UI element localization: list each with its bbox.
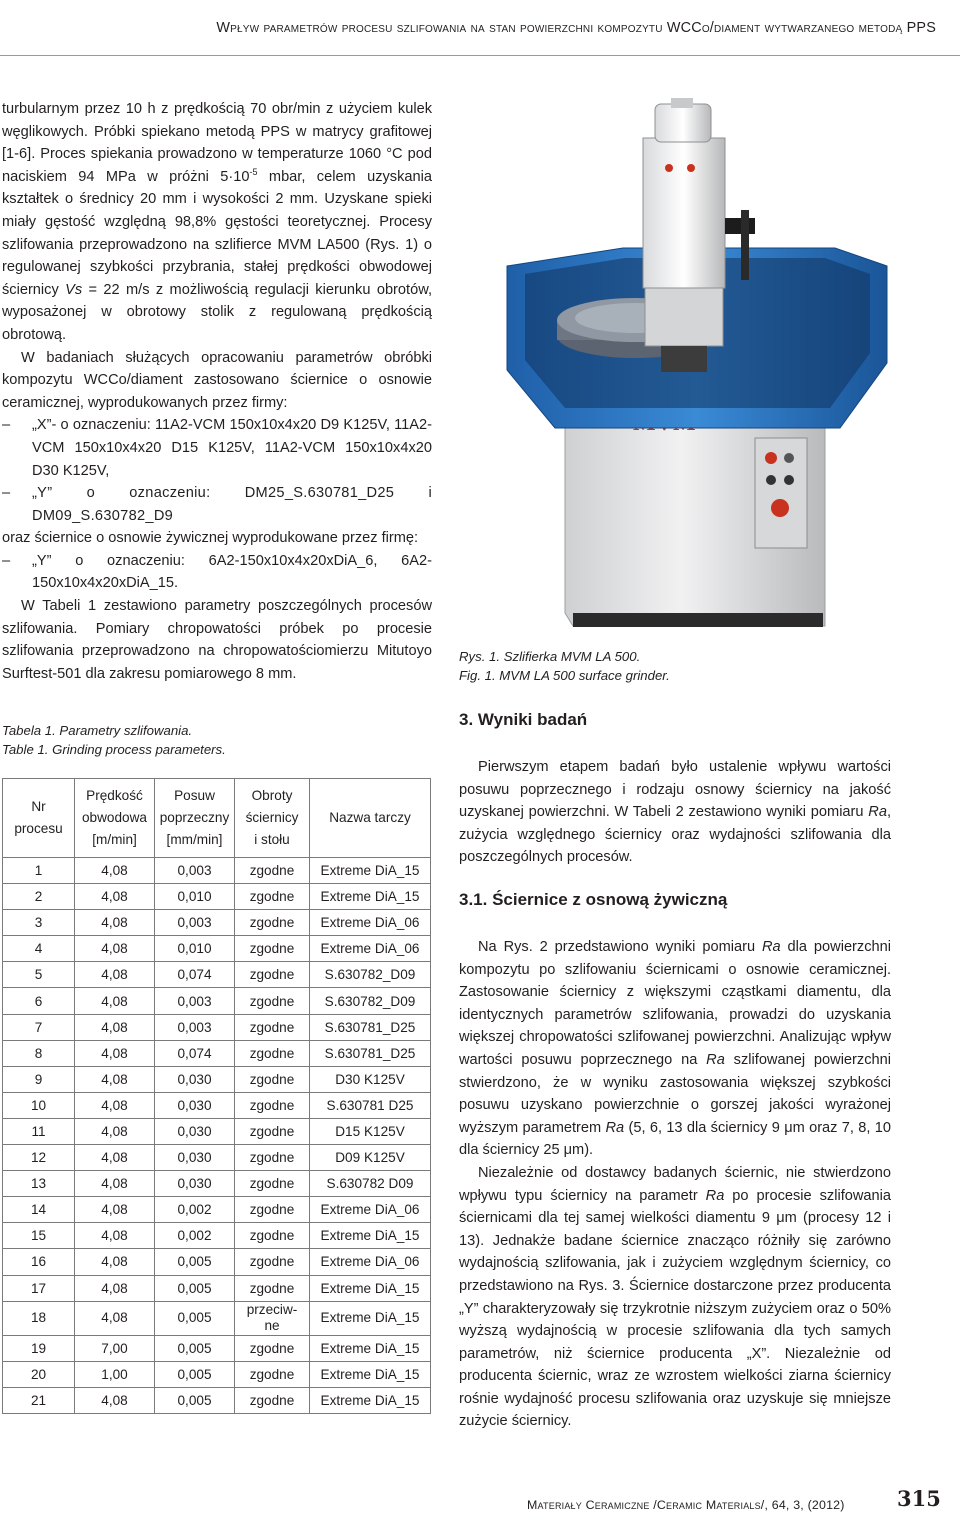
table-cell: zgodne xyxy=(235,1223,310,1249)
control-knob-icon xyxy=(765,452,777,464)
left-column xyxy=(2,98,432,685)
table-row xyxy=(3,1118,431,1144)
list-item-y-resin-text: „Y” o oznaczeniu: 6A2-150x10x4x20xDiA_6, 6A2-150x10x4x20xDiA_15. xyxy=(32,552,432,592)
dash-marker: – xyxy=(2,417,11,434)
table-row xyxy=(3,1301,431,1335)
table-cell: 13 xyxy=(3,1171,75,1197)
p1-text-c: = 22 m/s z możliwością regulacji kierunku obrotów, wyposażonej w obrotowy stolik z regulowaną prędkością obrotową. xyxy=(2,281,432,343)
table-cell: 21 xyxy=(3,1387,75,1413)
table-row xyxy=(3,1014,431,1040)
table-cell: 4,08 xyxy=(75,1171,155,1197)
table-row xyxy=(3,1040,431,1066)
emergency-stop-icon xyxy=(771,499,789,517)
table-cell: zgodne xyxy=(235,1145,310,1171)
paragraph-supplier-comparison xyxy=(459,1162,891,1433)
table-cell: 0,003 xyxy=(155,858,235,884)
table-cell: zgodne xyxy=(235,858,310,884)
grinder-photo xyxy=(495,98,895,640)
dash-marker: – xyxy=(2,485,11,502)
table-cell: 0,003 xyxy=(155,910,235,936)
table-cell: Extreme DiA_15 xyxy=(310,1387,431,1413)
ra-symbol: Ra xyxy=(761,939,781,955)
header-line: Posuw xyxy=(174,788,215,803)
header-line: [mm/min] xyxy=(166,832,223,847)
table-cell: 3 xyxy=(3,910,75,936)
table-row xyxy=(3,1335,431,1361)
table-cell: 14 xyxy=(3,1197,75,1223)
header-line: Nr xyxy=(31,799,46,814)
table-row xyxy=(3,910,431,936)
r1-text-a: Pierwszym etapem badań było ustalenie wpływu wartości posuwu poprzecznego i rodzaju osnowy ściernicy na jakość uzyskanej powierzchni. W Tabeli 2 zestawiono wyniki pomiaru xyxy=(459,759,891,821)
table-caption-en: Table 1. Grinding process parameters. xyxy=(2,741,226,757)
list-item-x xyxy=(2,414,432,482)
table-cell: 17 xyxy=(3,1275,75,1301)
table-cell: 9 xyxy=(3,1066,75,1092)
table-cell: 0,074 xyxy=(155,962,235,988)
header-line: i stołu xyxy=(254,832,290,847)
table-caption-pl: Tabela 1. Parametry szlifowania. xyxy=(2,723,193,738)
table-cell: 4,08 xyxy=(75,1066,155,1092)
parameters-table xyxy=(2,778,431,1414)
table-cell: Extreme DiA_06 xyxy=(310,910,431,936)
paragraph-results-intro xyxy=(459,756,891,869)
table-cell: zgodne xyxy=(235,1361,310,1387)
figure-caption-pl: Rys. 1. Szlifierka MVM LA 500. xyxy=(459,649,641,664)
table-cell: 2 xyxy=(3,884,75,910)
table-cell: 0,030 xyxy=(155,1171,235,1197)
p1-vs-symbol: Vs xyxy=(65,281,83,298)
table-cell: zgodne xyxy=(235,1040,310,1066)
table-cell: 1 xyxy=(3,858,75,884)
table-cell: 0,010 xyxy=(155,884,235,910)
ra-symbol: Ra xyxy=(605,1119,625,1136)
table-cell: S.630782 D09 xyxy=(310,1171,431,1197)
table-cell: zgodne xyxy=(235,1092,310,1118)
table-cell: Extreme DiA_06 xyxy=(310,1249,431,1275)
table-caption xyxy=(2,722,226,759)
r1-text-b: , zużycia względnego ściernicy oraz wydajności szlifowania dla poszczególnych procesów. xyxy=(459,804,891,866)
table-cell: 0,030 xyxy=(155,1118,235,1144)
table-cell: S.630781_D25 xyxy=(310,1040,431,1066)
paragraph-sintering xyxy=(2,98,432,347)
table-cell: 4,08 xyxy=(75,1275,155,1301)
table-cell: 0,002 xyxy=(155,1223,235,1249)
paragraph-wheels: W badaniach służących opracowaniu parametrów obróbki kompozytu WCCo/diament zastosowano ściernice o osnowie ceramicznej, wyprodukowanych przez firmy: xyxy=(2,349,432,411)
table-cell: 0,030 xyxy=(155,1145,235,1171)
journal-footer: Materiały Ceramiczne /Ceramic Materials/, 64, 3, (2012) xyxy=(527,1498,845,1512)
header-line: ściernicy xyxy=(245,810,299,825)
table-cell: 4,08 xyxy=(75,1040,155,1066)
table-cell: 0,030 xyxy=(155,1092,235,1118)
dash-marker: – xyxy=(2,552,11,569)
table-header-cell xyxy=(235,779,310,858)
ra-symbol: Ra xyxy=(868,804,887,821)
table-cell: 0,074 xyxy=(155,1040,235,1066)
table-cell: przeciw- ne xyxy=(235,1301,310,1335)
table-cell: S.630782_D09 xyxy=(310,962,431,988)
paragraph-resin: oraz ściernice o osnowie żywicznej wyprodukowane przez firmę: xyxy=(2,530,419,547)
table-row xyxy=(3,1171,431,1197)
table-body xyxy=(3,858,431,1414)
resin-wheels-section xyxy=(459,936,891,1433)
table-cell: 4,08 xyxy=(75,1145,155,1171)
table-cell: zgodne xyxy=(235,1014,310,1040)
r3-text-b: po procesie szlifowania ściernicami dla tej samej wielkości diamentu 9 μm (procesy 12 i 13). Jednakże badane ściernice znacząco różniły się zarówno wydajnością szlifowania, jak i zużyciem względnym ściernicy, co przedstawiono na Rys. 3. Ściernice dostarczone przez producenta „Y” charakteryzowały się trzykrotnie niższym zużyciem oraz o 50% wyższą wydajnością w procesie szlifowania dla tych samych parametrów, niż ściernice producenta „X”. Niezależnie od producenta ściernic, wraz ze wzrostem wielkości ziarna ściernicy rośnie wydajność procesu szlifowania oraz uzyskuje się mniejsze zużycie ściernicy. xyxy=(459,1187,892,1430)
table-cell: 5 xyxy=(3,962,75,988)
table-cell: 7,00 xyxy=(75,1335,155,1361)
table-row xyxy=(3,1145,431,1171)
section-heading-resin-wheels: 3.1. Ściernice z osnową żywiczną xyxy=(459,890,728,909)
r2-text-d: (5, 6, 13 dla ściernicy 9 μm oraz 7, 8, 10 dla ściernicy 25 μm). xyxy=(459,1119,891,1159)
p1-exponent: -5 xyxy=(249,166,258,177)
table-cell: 4,08 xyxy=(75,988,155,1014)
ra-symbol: Ra xyxy=(705,1187,725,1204)
table-row xyxy=(3,1066,431,1092)
table-cell: 4,08 xyxy=(75,910,155,936)
table-row xyxy=(3,1092,431,1118)
running-header xyxy=(0,0,960,56)
table-cell: 4,08 xyxy=(75,962,155,988)
table-cell: D30 K125V xyxy=(310,1066,431,1092)
table-cell: Extreme DiA_06 xyxy=(310,936,431,962)
figure-caption-en: Fig. 1. MVM LA 500 surface grinder. xyxy=(459,667,670,683)
table-cell: zgodne xyxy=(235,884,310,910)
table-row xyxy=(3,1275,431,1301)
paragraph-table-intro: W Tabeli 1 zestawiono parametry poszczególnych procesów szlifowania. Pomiary chropowatości próbek po procesie szlifowania przeprowadzono na chropowatościomierzu Mitutoyo Surftest-501 dla zakresu pomiarowego 8 mm. xyxy=(2,598,432,682)
table-cell: S.630781 D25 xyxy=(310,1092,431,1118)
table-cell: 0,005 xyxy=(155,1387,235,1413)
page-number: 315 xyxy=(897,1486,941,1511)
table-cell: zgodne xyxy=(235,1387,310,1413)
table-row xyxy=(3,1387,431,1413)
table-cell: S.630781_D25 xyxy=(310,1014,431,1040)
table-cell: zgodne xyxy=(235,1197,310,1223)
table-cell: 0,030 xyxy=(155,1066,235,1092)
table-header-cell xyxy=(75,779,155,858)
table-header-row xyxy=(3,779,431,858)
header-line: obwodowa xyxy=(82,810,147,825)
table-cell: Extreme DiA_15 xyxy=(310,858,431,884)
table-cell: zgodne xyxy=(235,1118,310,1144)
table-row xyxy=(3,1197,431,1223)
table-cell: 4,08 xyxy=(75,1387,155,1413)
table-cell: 0,003 xyxy=(155,988,235,1014)
table-cell: 1,00 xyxy=(75,1361,155,1387)
section-heading-results: 3. Wyniki badań xyxy=(459,710,588,729)
paragraph-ra-results xyxy=(459,936,891,1162)
table-cell: zgodne xyxy=(235,936,310,962)
table-cell: 19 xyxy=(3,1335,75,1361)
table-row xyxy=(3,1249,431,1275)
header-line: procesu xyxy=(14,821,63,836)
table-cell: 0,010 xyxy=(155,936,235,962)
table-cell: S.630782_D09 xyxy=(310,988,431,1014)
table-cell: zgodne xyxy=(235,1066,310,1092)
table-cell: 7 xyxy=(3,1014,75,1040)
table-cell: D15 K125V xyxy=(310,1118,431,1144)
table-cell: 10 xyxy=(3,1092,75,1118)
table-row xyxy=(3,962,431,988)
p1-text-b: mbar, celem uzyskania kształtek o średnicy 20 mm i wysokości 2 mm. Uzyskane spieki miały gęstość względną 98,8% gęstości teoretycznej. Procesy szlifowania przeprowadzono na szlifierce MVM LA500 (Rys. 1) o regulowanej szybkości przybrania, stałej prędkości obwodowej ściernicy xyxy=(2,168,432,298)
r2-text-b: dla powierzchni kompozytu po szlifowaniu ściernicami o osnowie ceramicznej. Zastosowanie ściernicy z większymi cząstkami diamentu, dla identycznych parametrów szlifowania, prowadzi do uzyskania większej chropowatości szlifowanej powierzchni. Analizując wpływ wartości posuwu poprzecznego na xyxy=(459,939,891,1068)
table-header-cell xyxy=(310,779,431,858)
table-cell: 6 xyxy=(3,988,75,1014)
table-cell: Extreme DiA_06 xyxy=(310,1197,431,1223)
table-cell: 4,08 xyxy=(75,1249,155,1275)
table-cell: 15 xyxy=(3,1223,75,1249)
header-line: Obroty xyxy=(251,788,293,803)
table-cell: 18 xyxy=(3,1301,75,1335)
table-grinding-parameters xyxy=(2,778,431,1414)
header-line: poprzeczny xyxy=(159,810,230,825)
ra-symbol: Ra xyxy=(706,1051,725,1068)
figure-caption xyxy=(459,648,670,685)
table-header-cell xyxy=(155,779,235,858)
table-cell: 4 xyxy=(3,936,75,962)
table-cell: 4,08 xyxy=(75,1223,155,1249)
table-cell: 0,005 xyxy=(155,1335,235,1361)
table-cell: zgodne xyxy=(235,1171,310,1197)
header-line: Nazwa tarczy xyxy=(329,810,411,825)
table-row xyxy=(3,858,431,884)
table-row xyxy=(3,1223,431,1249)
table-cell: 0,005 xyxy=(155,1361,235,1387)
table-cell: 8 xyxy=(3,1040,75,1066)
table-cell: 4,08 xyxy=(75,1197,155,1223)
table-cell: 4,08 xyxy=(75,1301,155,1335)
list-item-y-ceramic-text: „Y” o oznaczeniu: DM25_S.630781_D25 i DM09_S.630782_D9 xyxy=(32,485,432,524)
table-cell: D09 K125V xyxy=(310,1145,431,1171)
table-cell: 16 xyxy=(3,1249,75,1275)
list-item-x-text: „X”- o oznaczeniu: 11A2-VCM 150x10x4x20 D9 K125V, 11A2-VCM 150x10x4x20 D15 K125V, 11A2-VCM 150x10x4x20 D30 K125V, xyxy=(32,417,432,479)
table-cell: 0,005 xyxy=(155,1275,235,1301)
table-cell: 4,08 xyxy=(75,936,155,962)
table-cell: zgodne xyxy=(235,910,310,936)
table-cell: Extreme DiA_15 xyxy=(310,884,431,910)
table-cell: 0,005 xyxy=(155,1301,235,1335)
table-cell: zgodne xyxy=(235,1249,310,1275)
table-cell: zgodne xyxy=(235,1335,310,1361)
table-cell: Extreme DiA_15 xyxy=(310,1223,431,1249)
header-line: Prędkość xyxy=(86,788,143,803)
table-cell: Extreme DiA_15 xyxy=(310,1335,431,1361)
table-cell: Extreme DiA_15 xyxy=(310,1275,431,1301)
running-title: Wpływ parametrów procesu szlifowania na stan powierzchni kompozytu WCCo/diament wytwarzanego metodą PPS xyxy=(216,20,936,36)
table-cell: zgodne xyxy=(235,1275,310,1301)
table-header-cell xyxy=(3,779,75,858)
table-cell: 4,08 xyxy=(75,1092,155,1118)
table-cell: Extreme DiA_15 xyxy=(310,1361,431,1387)
header-line: [m/min] xyxy=(92,832,137,847)
table-cell: 20 xyxy=(3,1361,75,1387)
table-cell: Extreme DiA_15 xyxy=(310,1301,431,1335)
p1-text-a: turbularnym przez 10 h z prędkością 70 obr/min z użyciem kulek węglikowych. Próbki spiekano metodą PPS w matrycy grafitowej [1-6]. Proces spiekania prowadzono w temperaturze 1060 °C pod naciskiem 94 MPa w próżni 5·10 xyxy=(2,101,432,185)
table-cell: zgodne xyxy=(235,962,310,988)
results-section xyxy=(459,756,891,869)
table-row xyxy=(3,936,431,962)
r2-text-c: szlifowanej powierzchni stwierdzono, że w wyniku zastosowania większej szybkości posuwu uzyskano powierzchnie o gorszej jakości wyrażonej wyższym parametrem xyxy=(459,1051,891,1136)
table-cell: 12 xyxy=(3,1145,75,1171)
table-row xyxy=(3,884,431,910)
list-item-y-resin xyxy=(2,550,432,595)
table-row xyxy=(3,988,431,1014)
r3-text-a: Niezależnie od dostawcy badanych ściernic, nie stwierdzono wpływu typu ściernicy na parametr xyxy=(459,1164,891,1204)
list-item-y-ceramic xyxy=(2,482,432,527)
table-cell: 0,005 xyxy=(155,1249,235,1275)
table-cell: zgodne xyxy=(235,988,310,1014)
table-cell: 4,08 xyxy=(75,884,155,910)
table-cell: 0,003 xyxy=(155,1014,235,1040)
table-cell: 11 xyxy=(3,1118,75,1144)
table-cell: 4,08 xyxy=(75,858,155,884)
table-cell: 4,08 xyxy=(75,1118,155,1144)
table-cell: 0,002 xyxy=(155,1197,235,1223)
table-cell: 4,08 xyxy=(75,1014,155,1040)
table-row xyxy=(3,1361,431,1387)
r2-text-a: Na Rys. 2 przedstawiono wyniki pomiaru xyxy=(478,939,762,955)
